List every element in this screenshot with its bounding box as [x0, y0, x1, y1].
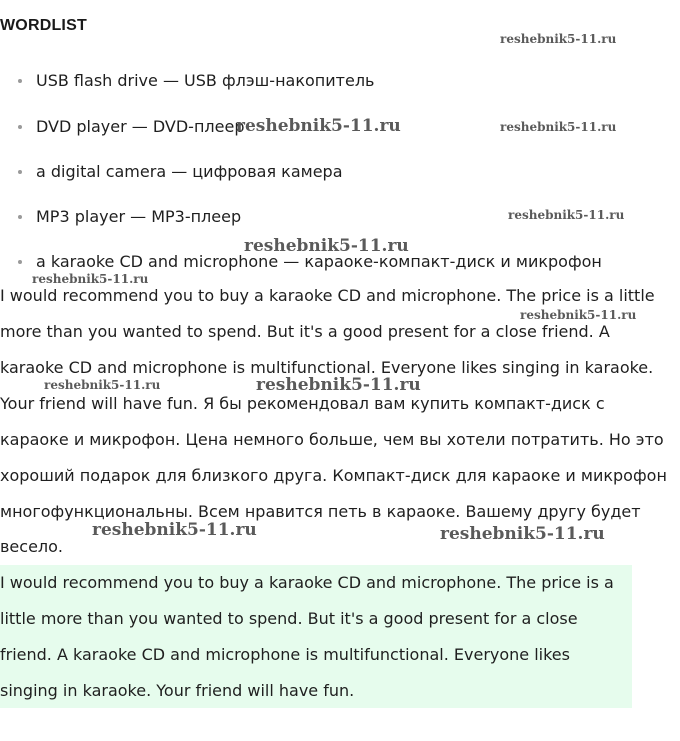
watermark: reshebnik5-11.ru — [440, 524, 605, 544]
watermark: reshebnik5-11.ru — [500, 32, 617, 46]
watermark: reshebnik5-11.ru — [32, 272, 149, 286]
watermark: reshebnik5-11.ru — [500, 120, 617, 134]
watermark: reshebnik5-11.ru — [256, 375, 421, 395]
paragraph-line: весело. — [0, 537, 64, 556]
wordlist-item: USB flash drive — USB флэш-накопитель — [36, 71, 375, 90]
watermark: reshebnik5-11.ru — [244, 236, 409, 256]
paragraph-line: more than you wanted to spend. But it's a good present for a close friend. A — [0, 322, 610, 341]
paragraph-line: Your friend will have fun. Я бы рекомендовал вам купить компакт-диск с — [0, 394, 605, 413]
watermark: reshebnik5-11.ru — [520, 308, 637, 322]
watermark: reshebnik5-11.ru — [44, 378, 161, 392]
paragraph-line: I would recommend you to buy a karaoke CD and microphone. The price is a little — [0, 286, 655, 305]
highlighted-answer — [0, 565, 632, 708]
paragraph-line: karaoke CD and microphone is multifunctional. Everyone likes singing in karaoke. — [0, 358, 654, 377]
answer-line: singing in karaoke. Your friend will have fun. — [0, 681, 355, 700]
paragraph-line: многофункциональны. Всем нравится петь в караоке. Вашему другу будет — [0, 502, 641, 521]
watermark: reshebnik5-11.ru — [92, 520, 257, 540]
wordlist-item: MP3 player — MP3-плеер — [36, 207, 242, 226]
paragraph-line: хороший подарок для близкого друга. Компакт-диск для караоке и микрофон — [0, 466, 667, 485]
wordlist-item: DVD player — DVD-плеер — [36, 117, 245, 136]
answer-line: friend. A karaoke CD and microphone is multifunctional. Everyone likes — [0, 645, 570, 664]
wordlist-item: a digital camera — цифровая камера — [36, 162, 343, 181]
watermark: reshebnik5-11.ru — [508, 208, 625, 222]
answer-line: I would recommend you to buy a karaoke CD and microphone. The price is a — [0, 573, 614, 592]
wordlist-heading: WORDLIST — [0, 17, 87, 34]
paragraph-line: караоке и микрофон. Цена немного больше, чем вы хотели потратить. Но это — [0, 430, 664, 449]
answer-line: little more than you wanted to spend. But it's a good present for a close — [0, 609, 578, 628]
watermark: reshebnik5-11.ru — [236, 116, 401, 136]
wordlist-item: a karaoke CD and microphone — караоке-компакт-диск и микрофон — [36, 252, 602, 271]
